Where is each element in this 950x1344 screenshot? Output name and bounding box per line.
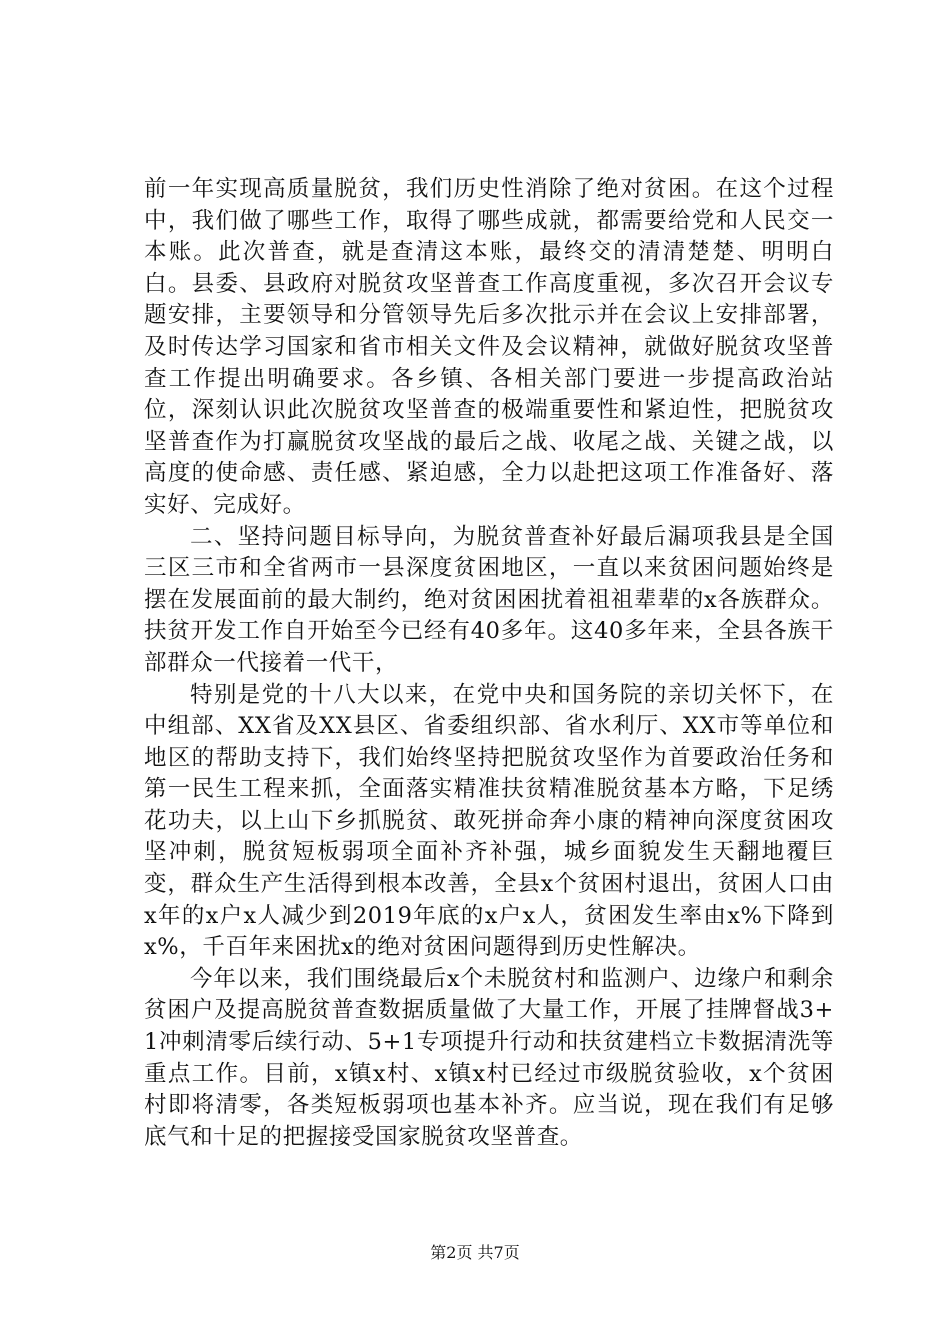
paragraph-2: 二、坚持问题目标导向，为脱贫普查补好最后漏项我县是全国三区三市和全省两市一县深度贫困地区，一直以来贫困问题始终是摆在发展面前的最大制约，绝对贫困困扰着祖祖辈辈的x各族群众。扶贫开发工作自开始至今已经有40多年。这40多年来，全县各族干部群众一代接着一代干， — [144, 523, 834, 676]
paragraph-4: 今年以来，我们围绕最后x个未脱贫村和监测户、边缘户和剩余贫困户及提高脱贫普查数据质量做了大量工作，开展了挂牌督战3+1冲刺清零后续行动、5+1专项提升行动和扶贫建档立卡数据清洗等重点工作。目前，x镇x村、x镇x村已经过市级脱贫验收，x个贫困村即将清零，各类短板弱项也基本补齐。应当说，现在我们有足够底气和十足的把握接受国家脱贫攻坚普查。 — [144, 965, 834, 1150]
paragraph-1: 前一年实现高质量脱贫，我们历史性消除了绝对贫困。在这个过程中，我们做了哪些工作，取得了哪些成就，都需要给党和人民交一本账。此次普查，就是查清这本账，最终交的清清楚楚、明明白白。县委、县政府对脱贫攻坚普查工作高度重视，多次召开会议专题安排，主要领导和分管领导先后多次批示并在会议上安排部署，及时传达学习国家和省市相关文件及会议精神，就做好脱贫攻坚普查工作提出明确要求。各乡镇、各相关部门要进一步提高政治站位，深刻认识此次脱贫攻坚普查的极端重要性和紧迫性，把脱贫攻坚普查作为打赢脱贫攻坚战的最后之战、收尾之战、关键之战，以高度的使命感、责任感、紧迫感，全力以赴把这项工作准备好、落实好、完成好。 — [144, 176, 834, 518]
document-body — [144, 174, 834, 1153]
paragraph-3: 特别是党的十八大以来，在党中央和国务院的亲切关怀下，在中组部、XX省及XX县区、省委组织部、省水利厅、XX市等单位和地区的帮助支持下，我们始终坚持把脱贫攻坚作为首要政治任务和第一民生工程来抓，全面落实精准扶贫精准脱贫基本方略，下足绣花功夫，以上山下乡抓脱贫、敢死拼命奔小康的精神向深度贫困攻坚冲刺，脱贫短板弱项全面补齐补强，城乡面貌发生天翻地覆巨变，群众生产生活得到根本改善，全县x个贫困村退出，贫困人口由x年的x户x人减少到2019年底的x户x人，贫困发生率由x%下降到x%，千百年来困扰x的绝对贫困问题得到历史性解决。 — [144, 681, 834, 961]
page-number-footer: 第2页 共7页 — [430, 1243, 520, 1262]
